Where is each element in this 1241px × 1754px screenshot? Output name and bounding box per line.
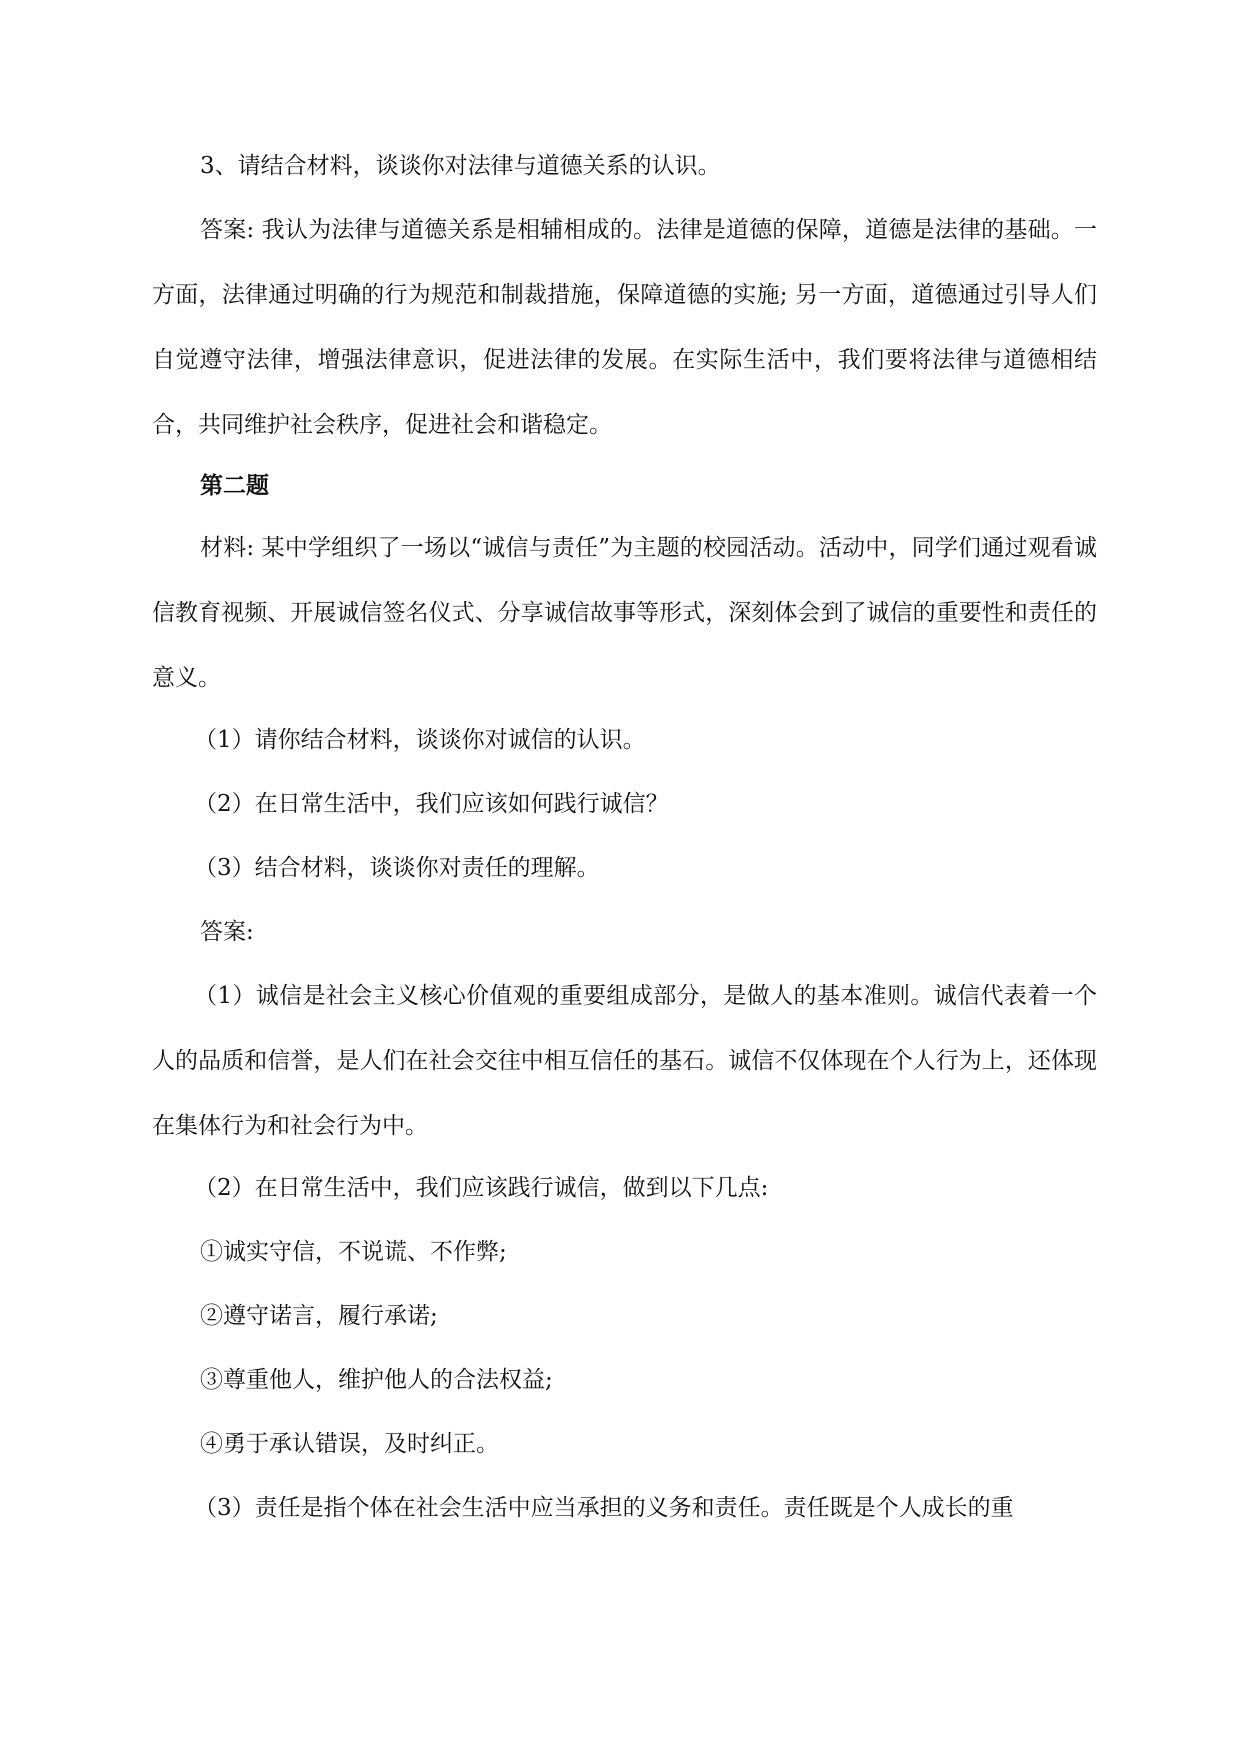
question-2-subquestion-2: （2）在日常生活中，我们应该如何践行诚信？ xyxy=(194,791,669,817)
question-2-answer-1: （1）诚信是社会主义核心价值观的重要组成部分，是做人的基本准则。诚信代表着一个人的品质和信誉，是人们在社会交往中相互信任的基石。诚信不仅体现在个人行为上，还体现在集体行为和社会行为中。 xyxy=(152,983,1097,1139)
question-1-answer: 答案: 我认为法律与道德关系是相辅相成的。法律是道德的保障，道德是法律的基础。一方面，法律通过明确的行为规范和制裁措施，保障道德的实施; 另一方面，道德通过引导人们自觉遵守法律，增强法律意识，促进法律的发展。在实际生活中，我们要将法律与道德相结合，共同维护社会秩序，促进社会和谐稳定。 xyxy=(152,217,1097,438)
question-2-heading: 第二题 xyxy=(200,472,269,499)
question-2-subquestion-3: （3）结合材料，谈谈你对责任的理解。 xyxy=(194,855,600,881)
question-2-answer-label: 答案: xyxy=(200,919,254,945)
question-2-material: 材料: 某中学组织了一场以“诚信与责任”为主题的校园活动。活动中，同学们通过观看诚信教育视频、开展诚信签名仪式、分享诚信故事等形式，深刻体会到了诚信的重要性和责任的意义。 xyxy=(152,535,1097,691)
question-2-point-2: ②遵守诺言，履行承诺; xyxy=(200,1303,438,1329)
question-2-subquestion-1: （1）请你结合材料，谈谈你对诚信的认识。 xyxy=(194,727,646,753)
question-2-answer-3: （3）责任是指个体在社会生活中应当承担的义务和责任。责任既是个人成长的重 xyxy=(194,1495,1014,1521)
question-2-point-3: ③尊重他人，维护他人的合法权益; xyxy=(200,1367,553,1393)
question-2-answer-2: （2）在日常生活中，我们应该践行诚信，做到以下几点: xyxy=(194,1175,769,1201)
question-2-point-4: ④勇于承认错误，及时纠正。 xyxy=(200,1431,499,1457)
question-2-point-1: ①诚实守信，不说谎、不作弊; xyxy=(200,1239,507,1265)
question-1-item-3: 3、请结合材料，谈谈你对法律与道德关系的认识。 xyxy=(200,153,721,179)
